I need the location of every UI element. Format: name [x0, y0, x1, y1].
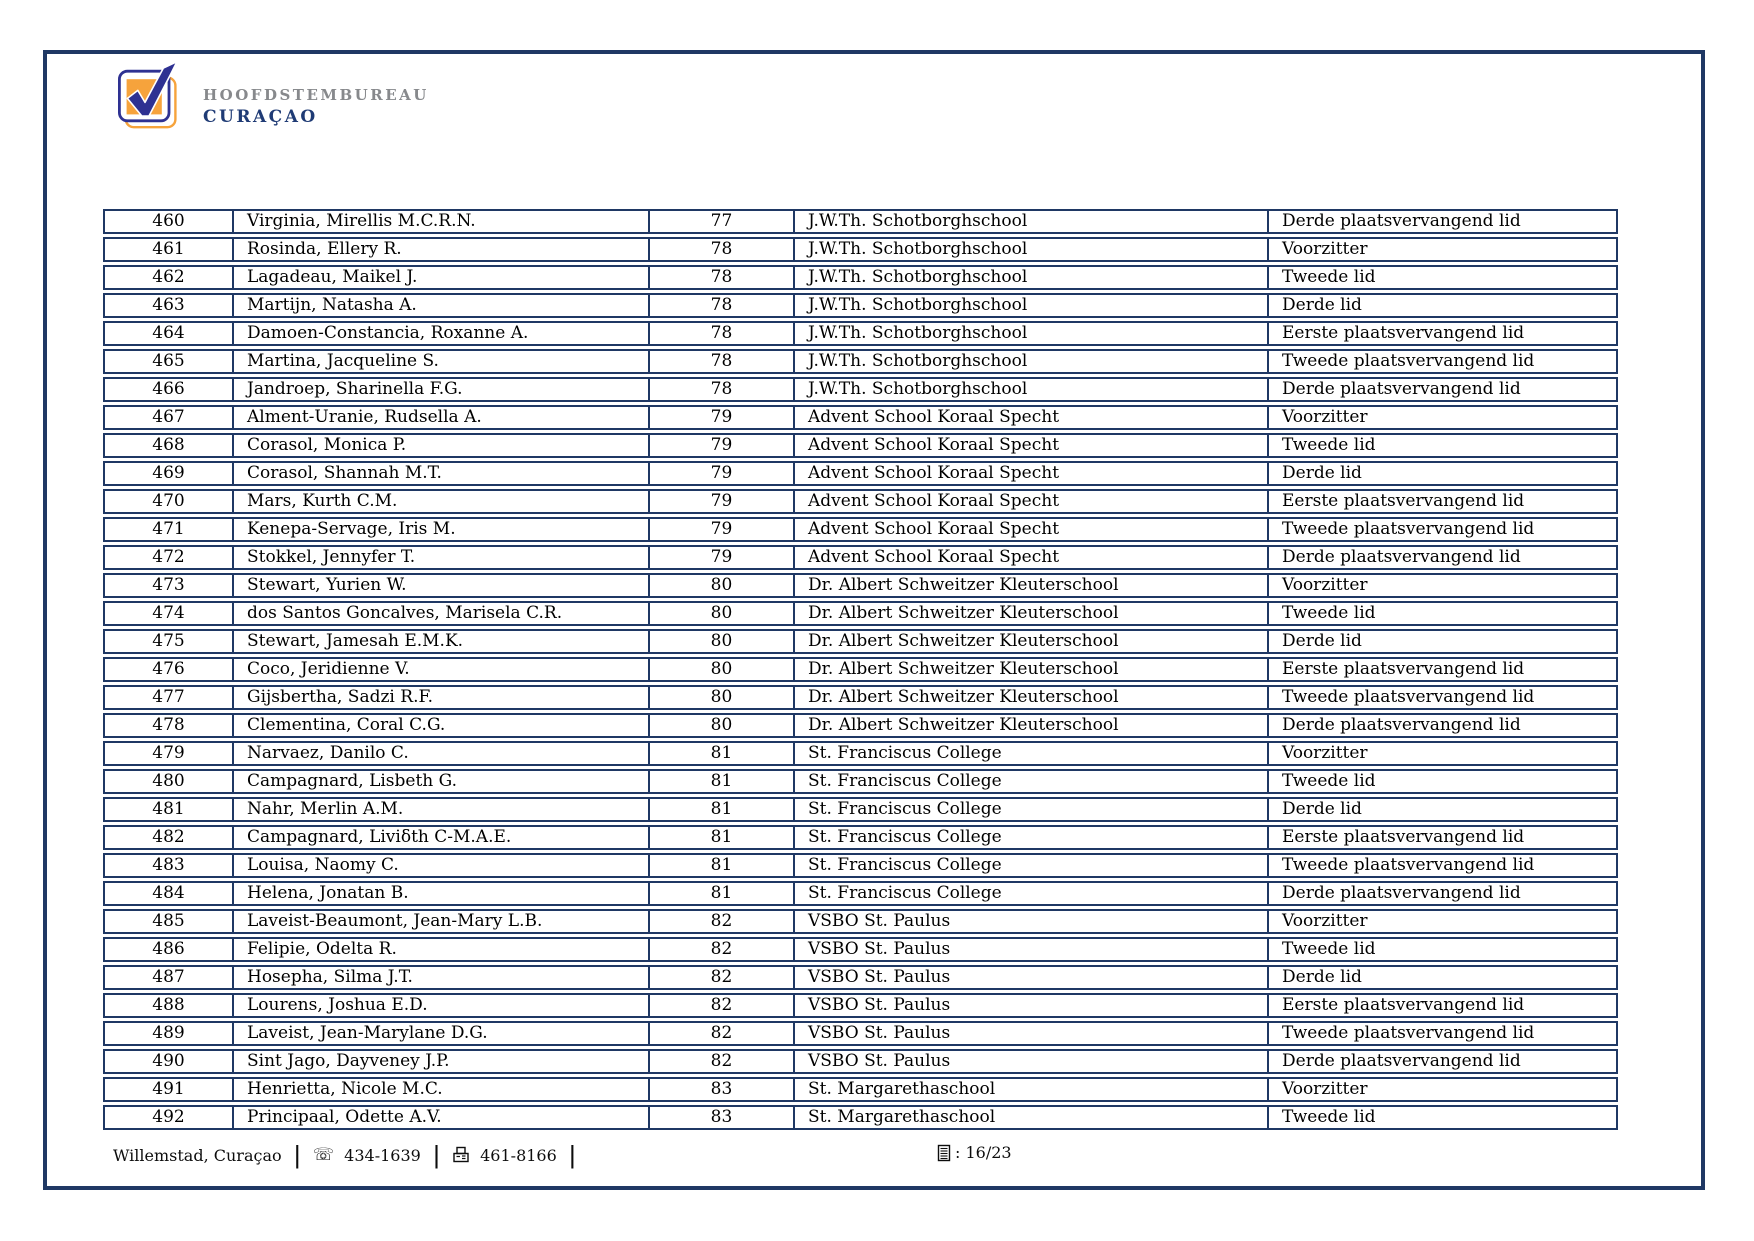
- cell-function: Derde lid: [1267, 629, 1618, 654]
- footer-page-indicator: [937, 1143, 1012, 1162]
- cell-station: 80: [648, 685, 793, 710]
- cell-name: Damoen-Constancia, Roxanne A.: [232, 321, 648, 346]
- cell-function: Eerste plaatsvervangend lid: [1267, 657, 1618, 682]
- cell-school: J.W.Th. Schotborghschool: [793, 209, 1267, 234]
- cell-station: 78: [648, 265, 793, 290]
- cell-function: Eerste plaatsvervangend lid: [1267, 489, 1618, 514]
- cell-function: Tweede plaatsvervangend lid: [1267, 517, 1618, 542]
- footer-location: Willemstad, Curaçao: [113, 1145, 282, 1165]
- cell-school: VSBO St. Paulus: [793, 909, 1267, 934]
- cell-nr: 468: [103, 433, 232, 458]
- cell-function: Derde lid: [1267, 461, 1618, 486]
- cell-school: Advent School Koraal Specht: [793, 489, 1267, 514]
- cell-function: Voorzitter: [1267, 237, 1618, 262]
- cell-station: 79: [648, 517, 793, 542]
- cell-nr: 471: [103, 517, 232, 542]
- table-row: [103, 797, 1618, 822]
- table-row: [103, 741, 1618, 766]
- cell-school: VSBO St. Paulus: [793, 965, 1267, 990]
- cell-nr: 463: [103, 293, 232, 318]
- cell-function: Derde lid: [1267, 293, 1618, 318]
- table-row: [103, 601, 1618, 626]
- cell-name: Virginia, Mirellis M.C.R.N.: [232, 209, 648, 234]
- cell-station: 81: [648, 825, 793, 850]
- cell-station: 81: [648, 853, 793, 878]
- cell-function: Eerste plaatsvervangend lid: [1267, 825, 1618, 850]
- checkmark-logo-icon: [113, 60, 185, 136]
- cell-name: Hosepha, Silma J.T.: [232, 965, 648, 990]
- cell-nr: 461: [103, 237, 232, 262]
- cell-name: Coco, Jeridienne V.: [232, 657, 648, 682]
- cell-function: Tweede lid: [1267, 769, 1618, 794]
- cell-function: Tweede lid: [1267, 937, 1618, 962]
- cell-nr: 466: [103, 377, 232, 402]
- table-row: [103, 517, 1618, 542]
- cell-name: Campagnard, Liviδth C-M.A.E.: [232, 825, 648, 850]
- table-row: [103, 881, 1618, 906]
- cell-school: Advent School Koraal Specht: [793, 545, 1267, 570]
- cell-nr: 485: [103, 909, 232, 934]
- cell-school: Dr. Albert Schweitzer Kleuterschool: [793, 601, 1267, 626]
- footer-separator: |: [568, 1141, 577, 1169]
- cell-station: 78: [648, 349, 793, 374]
- cell-station: 78: [648, 377, 793, 402]
- cell-station: 80: [648, 657, 793, 682]
- cell-school: St. Franciscus College: [793, 853, 1267, 878]
- cell-station: 79: [648, 461, 793, 486]
- cell-function: Tweede plaatsvervangend lid: [1267, 1021, 1618, 1046]
- cell-nr: 481: [103, 797, 232, 822]
- cell-station: 78: [648, 293, 793, 318]
- cell-nr: 488: [103, 993, 232, 1018]
- cell-station: 78: [648, 321, 793, 346]
- cell-school: Advent School Koraal Specht: [793, 461, 1267, 486]
- cell-station: 82: [648, 909, 793, 934]
- cell-name: Martijn, Natasha A.: [232, 293, 648, 318]
- cell-station: 79: [648, 433, 793, 458]
- cell-name: Stokkel, Jennyfer T.: [232, 545, 648, 570]
- footer-page-number: : 16/23: [955, 1143, 1012, 1162]
- cell-station: 82: [648, 1021, 793, 1046]
- table-row: [103, 657, 1618, 682]
- table-row: [103, 293, 1618, 318]
- cell-function: Voorzitter: [1267, 741, 1618, 766]
- footer-fax-number: 461-8166: [480, 1145, 557, 1165]
- cell-function: Derde plaatsvervangend lid: [1267, 209, 1618, 234]
- logo-text: [203, 86, 429, 127]
- table-row: [103, 321, 1618, 346]
- cell-station: 79: [648, 405, 793, 430]
- cell-nr: 492: [103, 1105, 232, 1130]
- table-row: [103, 377, 1618, 402]
- cell-school: St. Margarethaschool: [793, 1077, 1267, 1102]
- table-row: [103, 937, 1618, 962]
- cell-nr: 482: [103, 825, 232, 850]
- table-row: [103, 489, 1618, 514]
- cell-name: Nahr, Merlin A.M.: [232, 797, 648, 822]
- cell-function: Tweede lid: [1267, 601, 1618, 626]
- table-row: [103, 1077, 1618, 1102]
- cell-station: 83: [648, 1105, 793, 1130]
- cell-name: Clementina, Coral C.G.: [232, 713, 648, 738]
- cell-function: Voorzitter: [1267, 405, 1618, 430]
- cell-nr: 487: [103, 965, 232, 990]
- cell-name: Lagadeau, Maikel J.: [232, 265, 648, 290]
- cell-name: Campagnard, Lisbeth G.: [232, 769, 648, 794]
- cell-function: Eerste plaatsvervangend lid: [1267, 321, 1618, 346]
- cell-school: Dr. Albert Schweitzer Kleuterschool: [793, 685, 1267, 710]
- cell-station: 79: [648, 489, 793, 514]
- cell-station: 82: [648, 937, 793, 962]
- cell-nr: 465: [103, 349, 232, 374]
- cell-station: 78: [648, 237, 793, 262]
- cell-station: 83: [648, 1077, 793, 1102]
- cell-nr: 480: [103, 769, 232, 794]
- table-row: [103, 825, 1618, 850]
- cell-name: Narvaez, Danilo C.: [232, 741, 648, 766]
- table-row: [103, 433, 1618, 458]
- footer-contact: [113, 1143, 578, 1167]
- cell-nr: 469: [103, 461, 232, 486]
- cell-name: Stewart, Yurien W.: [232, 573, 648, 598]
- table-row: [103, 769, 1618, 794]
- cell-function: Derde lid: [1267, 965, 1618, 990]
- table-row: [103, 349, 1618, 374]
- cell-station: 82: [648, 1049, 793, 1074]
- cell-school: Dr. Albert Schweitzer Kleuterschool: [793, 657, 1267, 682]
- cell-station: 82: [648, 965, 793, 990]
- cell-station: 81: [648, 797, 793, 822]
- cell-function: Tweede plaatsvervangend lid: [1267, 685, 1618, 710]
- cell-function: Tweede lid: [1267, 1105, 1618, 1130]
- cell-name: Sint Jago, Dayveney J.P.: [232, 1049, 648, 1074]
- cell-nr: 474: [103, 601, 232, 626]
- cell-school: VSBO St. Paulus: [793, 1049, 1267, 1074]
- members-table: [103, 206, 1618, 1133]
- table-row: [103, 685, 1618, 710]
- cell-nr: 491: [103, 1077, 232, 1102]
- cell-nr: 477: [103, 685, 232, 710]
- cell-nr: 470: [103, 489, 232, 514]
- cell-school: J.W.Th. Schotborghschool: [793, 293, 1267, 318]
- cell-name: Louisa, Naomy C.: [232, 853, 648, 878]
- cell-name: dos Santos Goncalves, Marisela C.R.: [232, 601, 648, 626]
- cell-name: Felipie, Odelta R.: [232, 937, 648, 962]
- cell-function: Tweede lid: [1267, 433, 1618, 458]
- cell-school: St. Franciscus College: [793, 797, 1267, 822]
- cell-station: 82: [648, 993, 793, 1018]
- cell-function: Derde plaatsvervangend lid: [1267, 377, 1618, 402]
- cell-school: VSBO St. Paulus: [793, 1021, 1267, 1046]
- cell-school: VSBO St. Paulus: [793, 993, 1267, 1018]
- cell-nr: 486: [103, 937, 232, 962]
- cell-nr: 473: [103, 573, 232, 598]
- cell-function: Eerste plaatsvervangend lid: [1267, 993, 1618, 1018]
- cell-function: Voorzitter: [1267, 909, 1618, 934]
- cell-school: J.W.Th. Schotborghschool: [793, 237, 1267, 262]
- cell-station: 80: [648, 573, 793, 598]
- table-row: [103, 909, 1618, 934]
- cell-nr: 472: [103, 545, 232, 570]
- cell-nr: 464: [103, 321, 232, 346]
- cell-name: Helena, Jonatan B.: [232, 881, 648, 906]
- cell-school: St. Franciscus College: [793, 741, 1267, 766]
- cell-nr: 478: [103, 713, 232, 738]
- table-row: [103, 237, 1618, 262]
- cell-station: 80: [648, 601, 793, 626]
- cell-school: St. Franciscus College: [793, 769, 1267, 794]
- table-row: [103, 545, 1618, 570]
- cell-name: Laveist-Beaumont, Jean-Mary L.B.: [232, 909, 648, 934]
- cell-nr: 483: [103, 853, 232, 878]
- cell-school: St. Margarethaschool: [793, 1105, 1267, 1130]
- cell-school: Advent School Koraal Specht: [793, 433, 1267, 458]
- table-row: [103, 1049, 1618, 1074]
- cell-function: Voorzitter: [1267, 573, 1618, 598]
- table-row: [103, 993, 1618, 1018]
- cell-school: St. Franciscus College: [793, 881, 1267, 906]
- cell-name: Laveist, Jean-Marylane D.G.: [232, 1021, 648, 1046]
- cell-name: Henrietta, Nicole M.C.: [232, 1077, 648, 1102]
- cell-name: Mars, Kurth C.M.: [232, 489, 648, 514]
- org-name: HOOFDSTEMBUREAU: [203, 86, 429, 104]
- cell-nr: 462: [103, 265, 232, 290]
- cell-school: Dr. Albert Schweitzer Kleuterschool: [793, 629, 1267, 654]
- cell-name: Kenepa-Servage, Iris M.: [232, 517, 648, 542]
- table-row: [103, 461, 1618, 486]
- table-row: [103, 573, 1618, 598]
- table-row: [103, 209, 1618, 234]
- table-row: [103, 713, 1618, 738]
- cell-function: Derde plaatsvervangend lid: [1267, 1049, 1618, 1074]
- pages-icon: [937, 1144, 951, 1162]
- cell-name: Gijsbertha, Sadzi R.F.: [232, 685, 648, 710]
- cell-function: Derde plaatsvervangend lid: [1267, 713, 1618, 738]
- cell-school: J.W.Th. Schotborghschool: [793, 321, 1267, 346]
- cell-station: 81: [648, 741, 793, 766]
- cell-station: 77: [648, 209, 793, 234]
- cell-function: Derde lid: [1267, 797, 1618, 822]
- cell-nr: 484: [103, 881, 232, 906]
- cell-station: 81: [648, 769, 793, 794]
- footer-phone-number: 434-1639: [344, 1145, 421, 1165]
- cell-function: Tweede plaatsvervangend lid: [1267, 349, 1618, 374]
- cell-nr: 479: [103, 741, 232, 766]
- org-region: CURAÇAO: [203, 107, 318, 127]
- cell-school: Dr. Albert Schweitzer Kleuterschool: [793, 713, 1267, 738]
- table-row: [103, 265, 1618, 290]
- cell-name: Corasol, Shannah M.T.: [232, 461, 648, 486]
- table-row: [103, 405, 1618, 430]
- phone-icon: ☏: [312, 1145, 335, 1165]
- cell-function: Tweede lid: [1267, 265, 1618, 290]
- cell-nr: 460: [103, 209, 232, 234]
- cell-name: Lourens, Joshua E.D.: [232, 993, 648, 1018]
- cell-name: Alment-Uranie, Rudsella A.: [232, 405, 648, 430]
- hoofdstembureau-logo: [113, 60, 429, 136]
- members-table-body: [103, 209, 1618, 1130]
- cell-station: 79: [648, 545, 793, 570]
- table-row: [103, 965, 1618, 990]
- cell-name: Stewart, Jamesah E.M.K.: [232, 629, 648, 654]
- cell-function: Derde plaatsvervangend lid: [1267, 545, 1618, 570]
- cell-nr: 476: [103, 657, 232, 682]
- table-row: [103, 853, 1618, 878]
- cell-name: Rosinda, Ellery R.: [232, 237, 648, 262]
- cell-school: J.W.Th. Schotborghschool: [793, 265, 1267, 290]
- table-row: [103, 629, 1618, 654]
- cell-nr: 489: [103, 1021, 232, 1046]
- cell-name: Jandroep, Sharinella F.G.: [232, 377, 648, 402]
- cell-station: 80: [648, 629, 793, 654]
- cell-function: Tweede plaatsvervangend lid: [1267, 853, 1618, 878]
- cell-function: Derde plaatsvervangend lid: [1267, 881, 1618, 906]
- fax-icon: [452, 1146, 470, 1164]
- cell-school: J.W.Th. Schotborghschool: [793, 349, 1267, 374]
- cell-nr: 475: [103, 629, 232, 654]
- footer-separator: |: [432, 1141, 441, 1169]
- cell-school: Dr. Albert Schweitzer Kleuterschool: [793, 573, 1267, 598]
- cell-name: Corasol, Monica P.: [232, 433, 648, 458]
- cell-name: Martina, Jacqueline S.: [232, 349, 648, 374]
- table-row: [103, 1105, 1618, 1130]
- cell-name: Principaal, Odette A.V.: [232, 1105, 648, 1130]
- cell-nr: 467: [103, 405, 232, 430]
- footer-separator: |: [293, 1141, 301, 1169]
- cell-school: St. Franciscus College: [793, 825, 1267, 850]
- cell-station: 80: [648, 713, 793, 738]
- cell-school: VSBO St. Paulus: [793, 937, 1267, 962]
- cell-function: Voorzitter: [1267, 1077, 1618, 1102]
- cell-school: J.W.Th. Schotborghschool: [793, 377, 1267, 402]
- cell-school: Advent School Koraal Specht: [793, 405, 1267, 430]
- cell-school: Advent School Koraal Specht: [793, 517, 1267, 542]
- cell-station: 81: [648, 881, 793, 906]
- table-row: [103, 1021, 1618, 1046]
- cell-nr: 490: [103, 1049, 232, 1074]
